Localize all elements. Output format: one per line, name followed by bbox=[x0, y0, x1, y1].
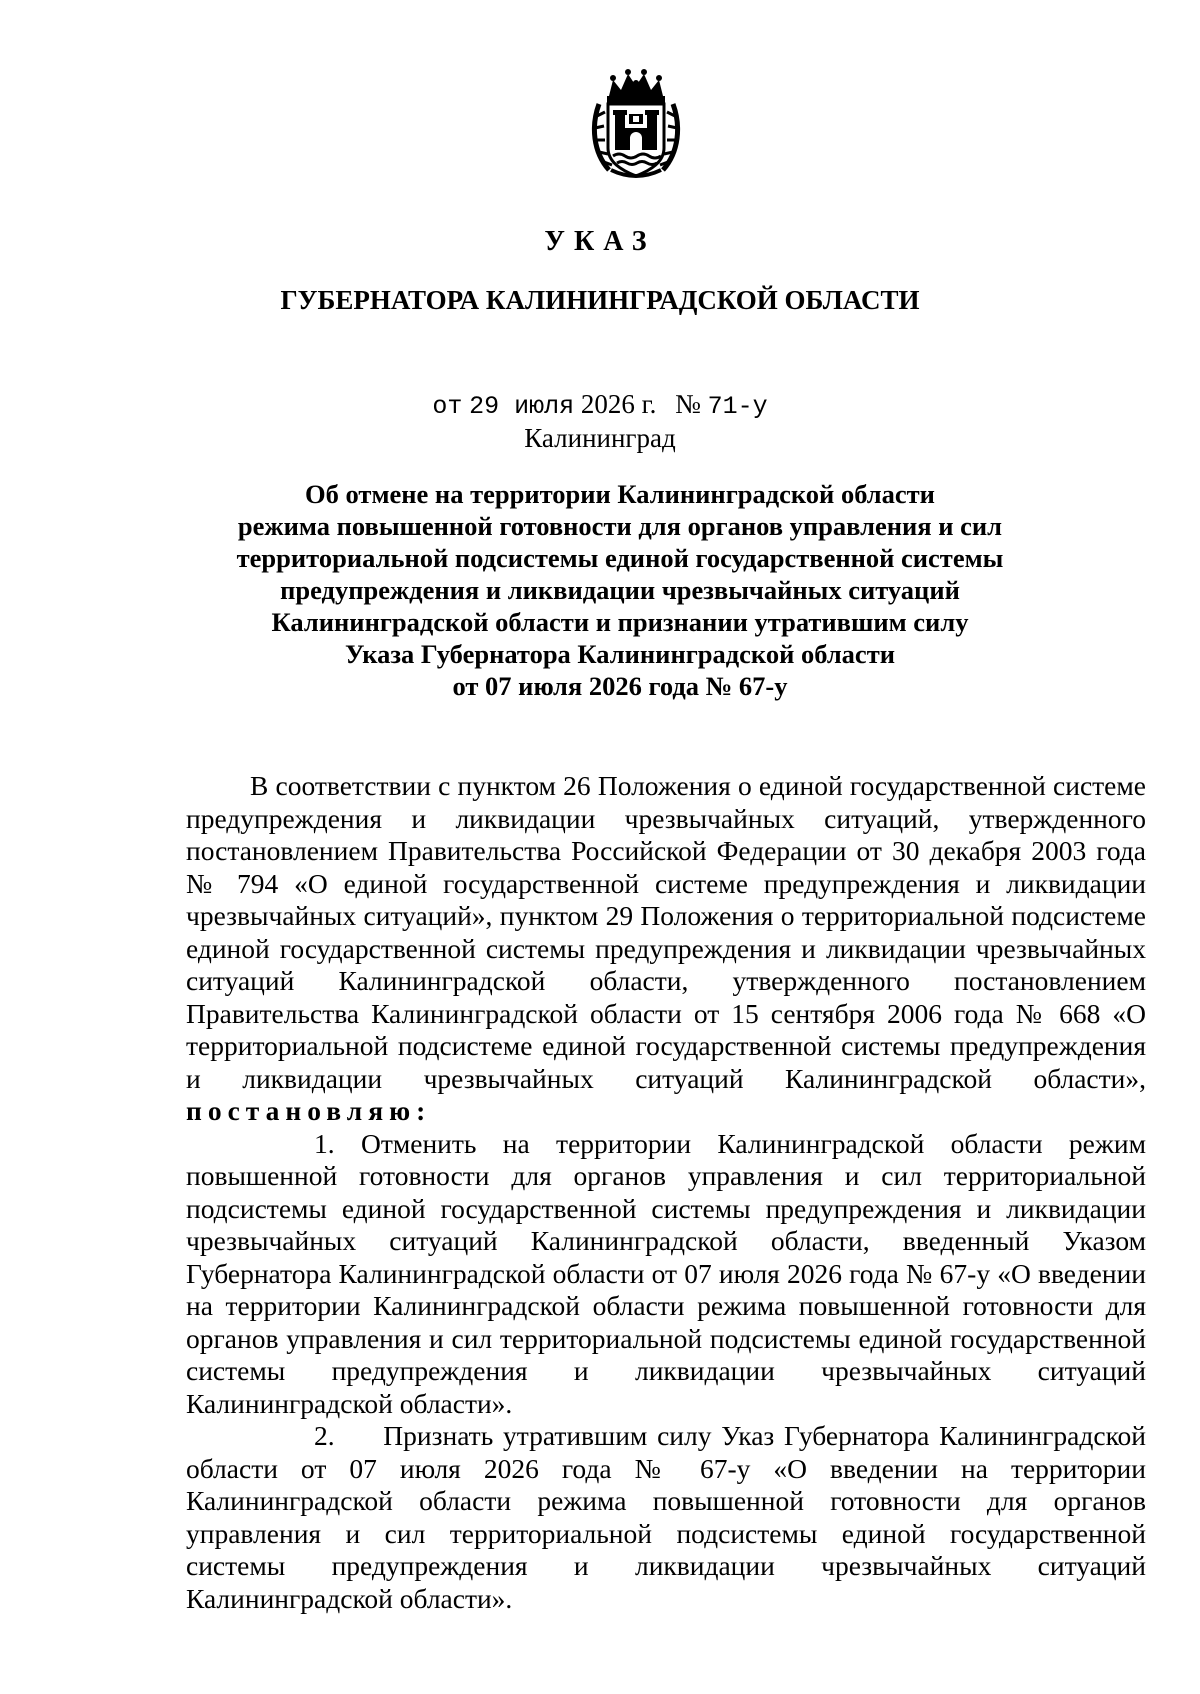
item-2-number: 2. bbox=[314, 1420, 335, 1451]
title-line: Указа Губернатора Калининградской области bbox=[345, 639, 895, 669]
item-1-paragraph bbox=[186, 1128, 1146, 1421]
document-body bbox=[186, 770, 1146, 1615]
place-of-issue: Калининград bbox=[524, 423, 676, 453]
document-number: 71-у bbox=[707, 392, 768, 421]
date-number-line bbox=[0, 387, 1200, 424]
document-title bbox=[230, 478, 1010, 702]
preamble-text: В соответствии с пунктом 26 Положения о единой государственной системе предупреждения и ликвидации чрезвычайных ситуаций, утвержденного постановлением Правительства Российской Федерации от 30 декабря 2003 года № 794 «О единой государственной системе предупреждения и ликвидации чрезвычайных ситуаций», пунктом 29 Положения о территориальной подсистеме единой государственной системы предупреждения и ликвидации чрезвычайных ситуаций Калининградской области, утвержденного постановлением Правительства Калининградской области от 15 сентября 2006 года № 668 «О территориальной подсистеме единой государственной системы предупреждения и ликвидации чрезвычайных ситуаций Калининградской области», bbox=[186, 770, 1146, 1094]
title-line: Об отмене на территории Калининградской области bbox=[305, 479, 935, 509]
item-2-text: Признать утратившим силу Указ Губернатора Калининградской области от 07 июля 2026 года № 67-у «О введении на территории Калининградской области режима повышенной готовности для органов управления и сил территориальной подсистемы единой государственной системы предупреждения и ликвидации чрезвычайных ситуаций Калининградской области». bbox=[186, 1420, 1146, 1614]
title-line: предупреждения и ликвидации чрезвычайных ситуаций bbox=[280, 575, 960, 605]
item-1-text: Отменить на территории Калининградской области режим повышенной готовности для органов управления и сил территориальной подсистемы единой государственной системы предупреждения и ликвидации чрезвычайных ситуаций Калининградской области, введенный Указом Губернатора Калининградской области от 07 июля 2026 года № 67-у «О введении на территории Калининградской области режима повышенной готовности для органов управления и сил территориальной подсистемы единой государственной системы предупреждения и ликвидации чрезвычайных ситуаций Калининградской области». bbox=[186, 1127, 1146, 1419]
title-line: территориальной подсистемы единой государственной системы bbox=[236, 543, 1004, 573]
issuer-heading: ГУБЕРНАТОРА КАЛИНИНГРАДСКОЙ ОБЛАСТИ bbox=[280, 285, 920, 315]
document-type-heading: УКАЗ bbox=[544, 226, 656, 257]
date-day-month: 29 июля bbox=[469, 392, 575, 421]
date-prefix: от bbox=[432, 392, 463, 421]
resolve-word: постановляю: bbox=[186, 1095, 432, 1126]
title-line: Калининградской области и признании утратившим силу bbox=[271, 607, 969, 637]
date-year: 2026 г. bbox=[580, 389, 657, 419]
item-2-paragraph bbox=[186, 1420, 1146, 1615]
item-1-number: 1. bbox=[314, 1127, 335, 1159]
title-line: режима повышенной готовности для органов управления и сил bbox=[237, 511, 1003, 541]
title-line: от 07 июля 2026 года № 67-у bbox=[452, 671, 788, 701]
coat-of-arms-icon bbox=[591, 66, 681, 180]
number-sign: № bbox=[675, 389, 701, 419]
preamble-paragraph bbox=[186, 770, 1146, 1128]
